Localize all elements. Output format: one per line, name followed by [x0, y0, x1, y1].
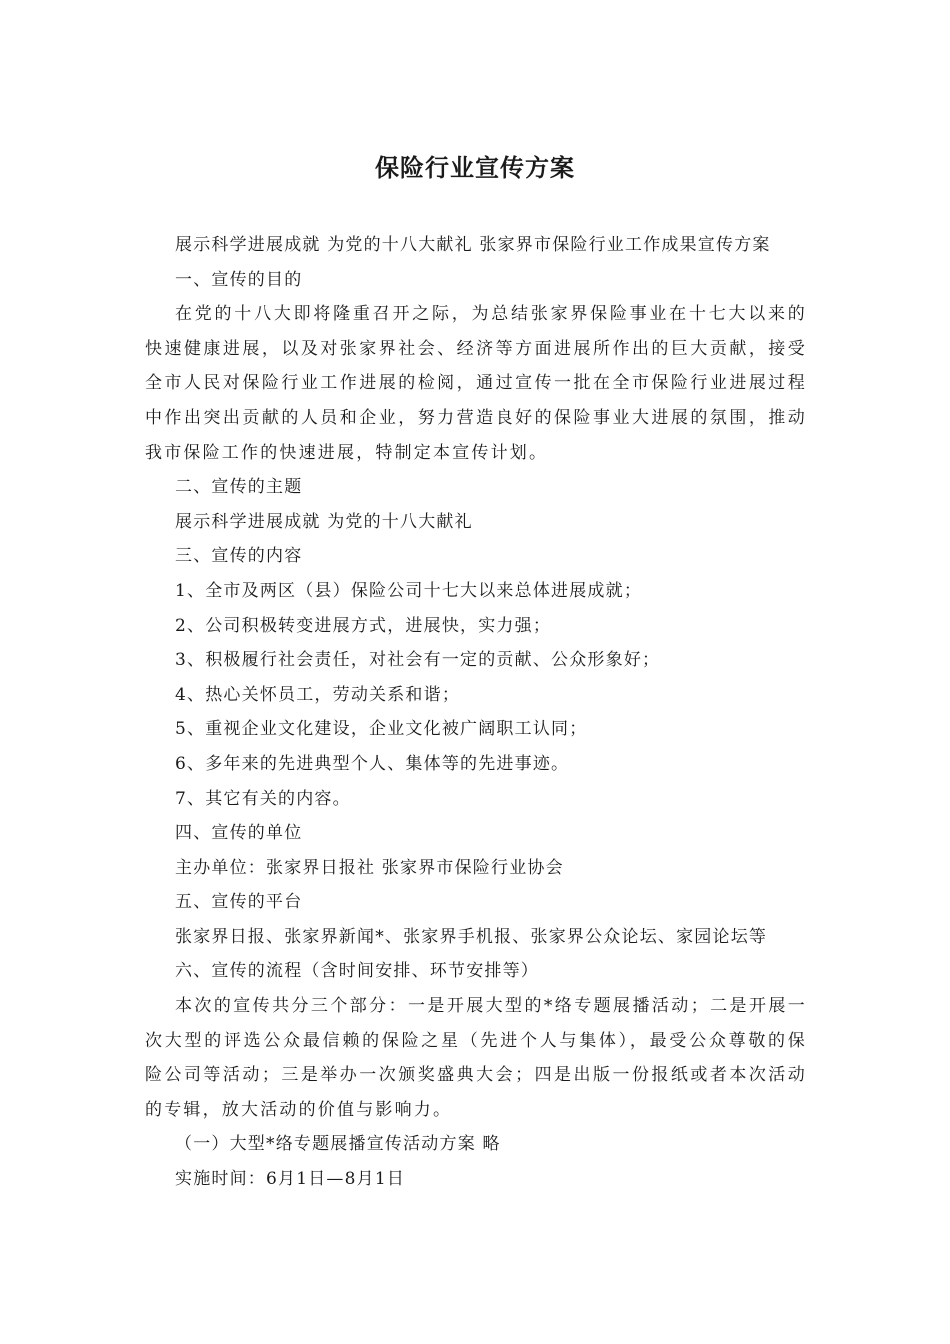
- content-list-item: 7、其它有关的内容。: [175, 788, 351, 809]
- section-heading-theme: 二、宣传的主题: [175, 477, 303, 498]
- content-list-item: 5、重视企业文化建设，企业文化被广阔职工认同；: [175, 719, 588, 740]
- section-heading-platform: 五、宣传的平台: [175, 892, 303, 913]
- intro-heading: 展示科学进展成就 为党的十八大献礼 张家界市保险行业工作成果宣传方案: [175, 235, 771, 255]
- subsection-heading: （一）大型*络专题展播宣传活动方案 略: [175, 1134, 501, 1155]
- section-heading-content: 三、宣传的内容: [175, 546, 303, 567]
- organizer-text: 主办单位：张家界日报社 张家界市保险行业协会: [175, 857, 564, 878]
- content-list-item: 4、热心关怀员工，劳动关系和谐；: [175, 684, 461, 705]
- document-title: 保险行业宣传方案: [375, 154, 575, 182]
- section-heading-process: 六、宣传的流程（含时间安排、环节安排等）: [175, 961, 539, 982]
- process-paragraph: 本次的宣传共分三个部分：一是开展大型的*络专题展播活动；二是开展一次大型的评选公众最信赖的保险之星（先进个人与集体），最受公众尊敬的保险公司等活动；三是举办一次颁奖盛典大会；四是出版一份报纸或者本次活动的专辑，放大活动的价值与影响力。: [145, 996, 807, 1120]
- content-list-item: 6、多年来的先进典型个人、集体等的先进事迹。: [175, 753, 570, 774]
- content-list-item: 3、积极履行社会责任，对社会有一定的贡献、公众形象好；: [175, 650, 661, 671]
- section-heading-organizer: 四、宣传的单位: [175, 823, 303, 844]
- content-list-item: 1、全市及两区（县）保险公司十七大以来总体进展成就；: [175, 580, 643, 601]
- content-list-item: 2、公司积极转变进展方式，进展快，实力强；: [175, 615, 552, 636]
- section-heading-purpose: 一、宣传的目的: [175, 269, 303, 290]
- document-body: [145, 228, 807, 1197]
- platform-text: 张家界日报、张家界新闻*、张家界手机报、张家界公众论坛、家园论坛等: [175, 926, 768, 947]
- theme-text: 展示科学进展成就 为党的十八大献礼: [175, 511, 473, 532]
- purpose-paragraph: 在党的十八大即将隆重召开之际，为总结张家界保险事业在十七大以来的快速健康进展，以及对张家界社会、经济等方面进展所作出的巨大贡献，接受全市人民对保险行业工作进展的检阅，通过宣传一批在全市保险行业进展过程中作出突出贡献的人员和企业，努力营造良好的保险事业大进展的氛围，推动我市保险工作的快速进展，特制定本宣传计划。: [145, 304, 807, 463]
- schedule-text: 实施时间：6月1日—8月1日: [175, 1169, 406, 1190]
